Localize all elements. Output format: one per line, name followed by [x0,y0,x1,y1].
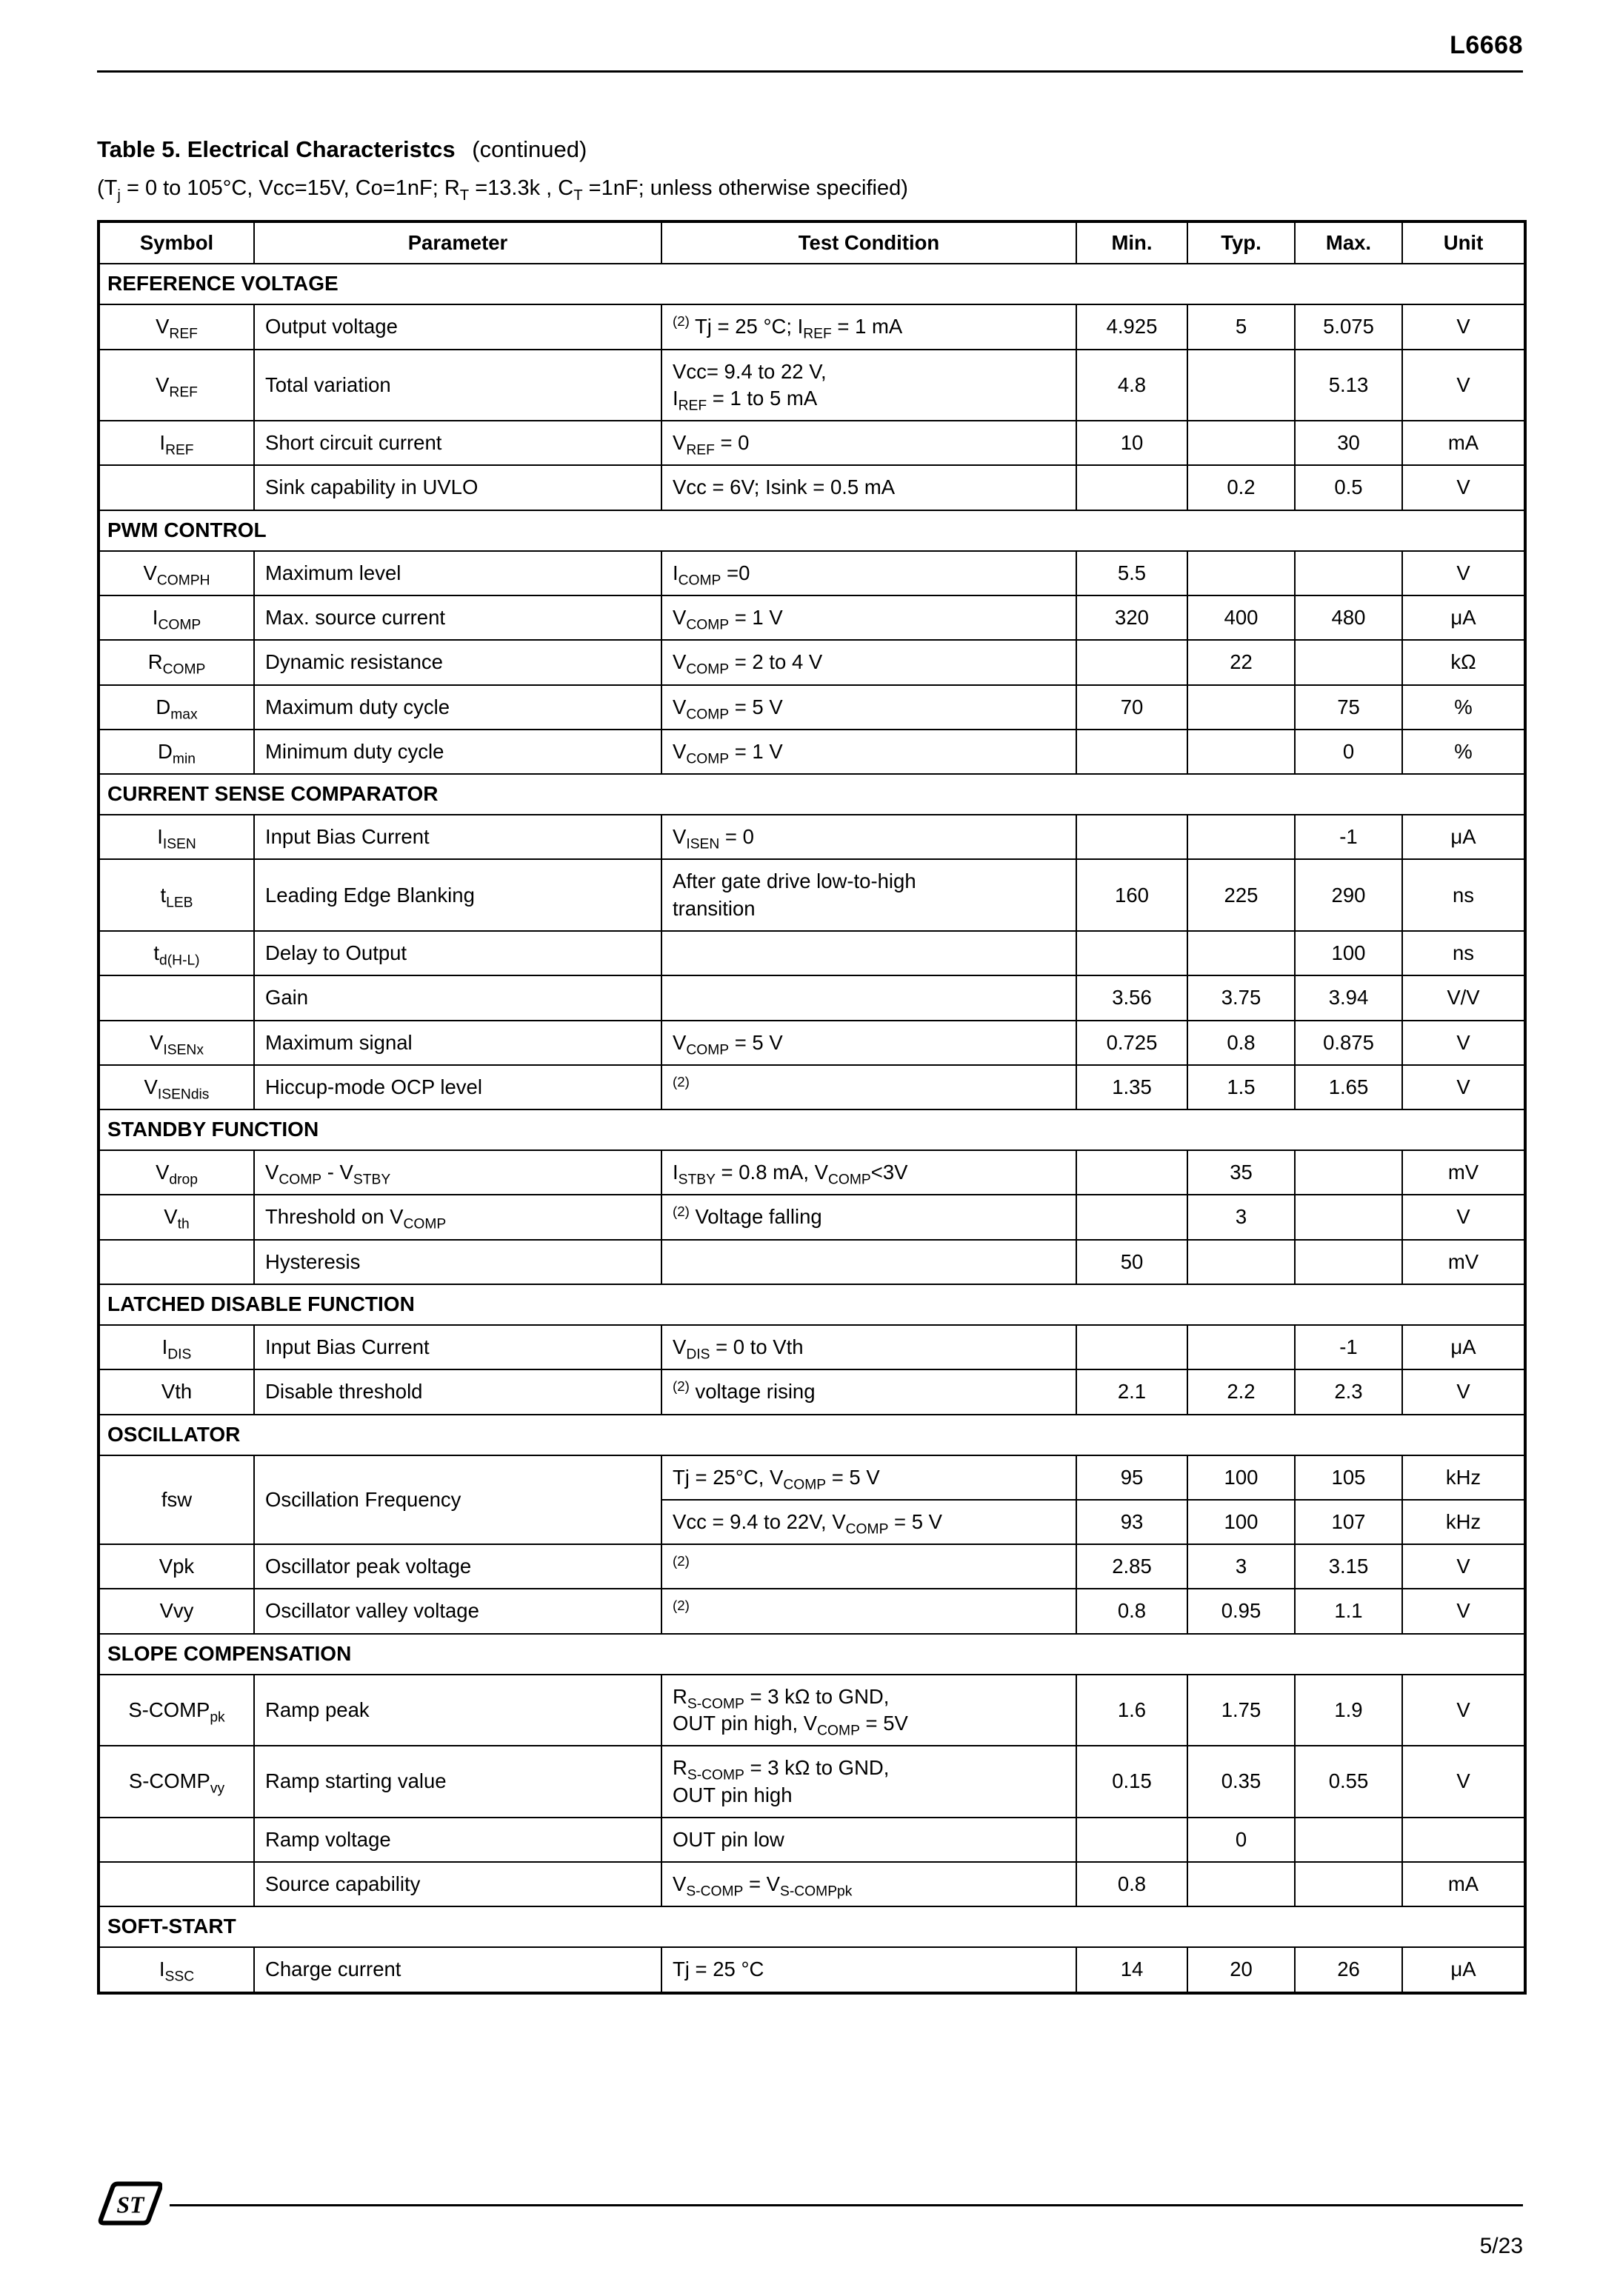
cell-symbol: $S-COMP_{vy}$ [99,1746,254,1818]
cell-unit: ns [1402,859,1525,931]
cell-condition: $V_{COMP} = 5$ V [661,1021,1076,1065]
section-title: STANDBY FUNCTION [99,1109,1525,1150]
cell-min: 95 [1076,1455,1187,1500]
cell-parameter: Delay to Output [254,931,661,975]
cell-condition: $R_{S-COMP} = 3$ kΩ to GND, OUT pin high [661,1746,1076,1818]
footer-rule [170,2204,1523,2206]
cell-typ [1187,421,1295,465]
table-row [99,1021,1525,1065]
table-row [99,730,1525,774]
table-row [99,1369,1525,1414]
cell-symbol: $V_{ISENx}$ [99,1021,254,1065]
cell-parameter: Minimum duty cycle [254,730,661,774]
cell-typ: 0.2 [1187,465,1295,510]
cell-condition: Vcc= 9.4 to 22 V, $I_{REF} = 1$ to 5 mA [661,350,1076,421]
table-title [97,136,1523,163]
cell-max: 1.1 [1295,1589,1402,1633]
cell-min: 0.725 [1076,1021,1187,1065]
table-row [99,1065,1525,1109]
cell-min: 1.35 [1076,1065,1187,1109]
cell-max: 1.9 [1295,1675,1402,1746]
cell-max: 3.94 [1295,975,1402,1020]
table-row [99,595,1525,640]
cell-parameter: Input Bias Current [254,815,661,859]
cell-min: 2.1 [1076,1369,1187,1414]
document-id: L6668 [1450,31,1523,59]
table-row [99,1455,1525,1500]
cell-typ [1187,730,1295,774]
table-row [99,815,1525,859]
cell-min: 160 [1076,859,1187,931]
cell-parameter: Source capability [254,1862,661,1906]
cell-condition: $^{(2)}$ Voltage falling [661,1195,1076,1239]
cell-symbol: $I_{DIS}$ [99,1325,254,1369]
cell-symbol: $D_{max}$ [99,685,254,730]
cell-condition [661,975,1076,1020]
cell-min: 4.8 [1076,350,1187,421]
cell-parameter: Ramp peak [254,1675,661,1746]
cell-min: 1.6 [1076,1675,1187,1746]
cell-min: 0.8 [1076,1862,1187,1906]
cell-parameter: Charge current [254,1947,661,1992]
cell-min: 0.15 [1076,1746,1187,1818]
cell-parameter: $V_{COMP} - V_{STBY}$ [254,1150,661,1195]
cell-typ: 3 [1187,1195,1295,1239]
cell-symbol: fsw [99,1455,254,1545]
cell-min [1076,815,1187,859]
cell-unit: μA [1402,595,1525,640]
cell-unit: V/V [1402,975,1525,1020]
table-title-continued: (continued) [472,136,587,162]
cell-unit: V [1402,551,1525,595]
section-header-soft-start [99,1906,1525,1947]
cell-symbol [99,1862,254,1906]
cell-parameter: Maximum signal [254,1021,661,1065]
cell-min [1076,1195,1187,1239]
cell-condition: $V_{S-COMP} = V_{S-COMPpk}$ [661,1862,1076,1906]
table-row [99,465,1525,510]
cell-max [1295,1240,1402,1284]
cell-symbol: Vth [99,1369,254,1414]
table-row [99,640,1525,684]
cell-symbol: $V_{REF}$ [99,304,254,349]
cell-min: 0.8 [1076,1589,1187,1633]
cell-unit: mV [1402,1240,1525,1284]
table-row [99,1240,1525,1284]
cell-parameter: Input Bias Current [254,1325,661,1369]
column-header-typ: Typ. [1187,221,1295,264]
cell-typ: 0.35 [1187,1746,1295,1818]
cell-parameter: Gain [254,975,661,1020]
cell-symbol: Vvy [99,1589,254,1633]
table-row [99,685,1525,730]
characteristics-table-body [99,264,1525,1992]
cell-symbol [99,465,254,510]
page-header [97,31,1523,73]
cell-typ: 400 [1187,595,1295,640]
cell-parameter: Dynamic resistance [254,640,661,684]
table-row [99,421,1525,465]
cell-min: 10 [1076,421,1187,465]
cell-typ: 3.75 [1187,975,1295,1020]
cell-parameter: Hiccup-mode OCP level [254,1065,661,1109]
cell-max: -1 [1295,1325,1402,1369]
cell-min [1076,640,1187,684]
cell-min: 3.56 [1076,975,1187,1020]
st-logo-text: ST [116,2192,144,2218]
cell-min [1076,730,1187,774]
cell-unit: μA [1402,1325,1525,1369]
cell-parameter: Output voltage [254,304,661,349]
cell-typ: 0.95 [1187,1589,1295,1633]
page-content [97,73,1523,1995]
cell-typ: 1.75 [1187,1675,1295,1746]
section-title: SLOPE COMPENSATION [99,1634,1525,1675]
cell-condition: Tj = 25 °C [661,1947,1076,1992]
cell-typ: 100 [1187,1455,1295,1500]
cell-symbol [99,1818,254,1862]
cell-parameter: Oscillation Frequency [254,1455,661,1545]
cell-max: 75 [1295,685,1402,730]
cell-symbol: $R_{COMP}$ [99,640,254,684]
cell-symbol [99,975,254,1020]
cell-unit: mA [1402,421,1525,465]
cell-max [1295,1150,1402,1195]
cell-symbol: $I_{SSC}$ [99,1947,254,1992]
cell-max: 26 [1295,1947,1402,1992]
table-row [99,975,1525,1020]
cell-unit: mA [1402,1862,1525,1906]
cell-condition: $^{(2)}$ voltage rising [661,1369,1076,1414]
cell-min [1076,931,1187,975]
cell-unit: % [1402,685,1525,730]
cell-parameter: Threshold on $V_{COMP}$ [254,1195,661,1239]
cell-typ: 0 [1187,1818,1295,1862]
cell-typ [1187,815,1295,859]
cell-typ: 0.8 [1187,1021,1295,1065]
cell-symbol: $I_{REF}$ [99,421,254,465]
cell-condition: OUT pin low [661,1818,1076,1862]
cell-unit: V [1402,1746,1525,1818]
cell-parameter: Short circuit current [254,421,661,465]
table-row [99,1544,1525,1589]
cell-condition [661,1240,1076,1284]
cell-max: 105 [1295,1455,1402,1500]
cell-symbol: $I_{ISEN}$ [99,815,254,859]
cell-condition: $^{(2)}$ Tj = 25 °C; $I_{REF} = 1$ mA [661,304,1076,349]
cell-condition: $V_{REF} = 0$ [661,421,1076,465]
cell-unit: V [1402,1544,1525,1589]
section-title: LATCHED DISABLE FUNCTION [99,1284,1525,1325]
cell-min: 2.85 [1076,1544,1187,1589]
cell-parameter: Disable threshold [254,1369,661,1414]
cell-max [1295,640,1402,684]
cell-unit: V [1402,1021,1525,1065]
cell-max: 0.55 [1295,1746,1402,1818]
cell-condition: (2) [661,1544,1076,1589]
column-header-unit: Unit [1402,221,1525,264]
cell-typ: 35 [1187,1150,1295,1195]
cell-typ [1187,551,1295,595]
st-logo-icon [97,2180,162,2226]
column-header-max: Max. [1295,221,1402,264]
cell-symbol: $S-COMP_{pk}$ [99,1675,254,1746]
column-header-test-condition: Test Condition [661,221,1076,264]
table-row [99,1746,1525,1818]
cell-condition: (2) [661,1589,1076,1633]
cell-symbol: $t_{LEB}$ [99,859,254,931]
cell-min [1076,1818,1187,1862]
cell-condition: Tj = 25°C, $V_{COMP} = 5$ V [661,1455,1076,1500]
cell-min [1076,1325,1187,1369]
column-header-parameter: Parameter [254,221,661,264]
cell-typ: 1.5 [1187,1065,1295,1109]
cell-typ [1187,350,1295,421]
cell-typ: 20 [1187,1947,1295,1992]
cell-unit: kHz [1402,1500,1525,1544]
cell-condition: $V_{COMP} = 5$ V [661,685,1076,730]
electrical-characteristics-table [97,220,1527,1995]
cell-max: 480 [1295,595,1402,640]
cell-symbol: $I_{COMP}$ [99,595,254,640]
table-row [99,1325,1525,1369]
cell-condition: (2) [661,1065,1076,1109]
cell-max [1295,1818,1402,1862]
cell-unit: μA [1402,1947,1525,1992]
table-row [99,551,1525,595]
section-title: OSCILLATOR [99,1415,1525,1455]
cell-typ [1187,1325,1295,1369]
cell-condition: $V_{COMP} = 1$ V [661,730,1076,774]
table-test-conditions: ($T_j = 0$ to 105°C, Vcc=15V, Co=1nF; $R_T =13.3k$ , $C_T =1nF$; unless otherwise specified) [97,176,908,204]
section-header-pwm-control [99,510,1525,551]
table-row [99,350,1525,421]
cell-max: 0 [1295,730,1402,774]
cell-min [1076,1150,1187,1195]
cell-typ: 22 [1187,640,1295,684]
cell-min: 5.5 [1076,551,1187,595]
cell-parameter: Total variation [254,350,661,421]
cell-max: 290 [1295,859,1402,931]
cell-max [1295,1195,1402,1239]
cell-min: 14 [1076,1947,1187,1992]
cell-max: 1.65 [1295,1065,1402,1109]
cell-condition: $V_{ISEN} = 0$ [661,815,1076,859]
table-row [99,1818,1525,1862]
column-header-min: Min. [1076,221,1187,264]
cell-symbol: $V_{drop}$ [99,1150,254,1195]
cell-typ [1187,685,1295,730]
cell-condition: $V_{DIS} = 0$ to Vth [661,1325,1076,1369]
section-header-current-sense-comparator [99,774,1525,815]
cell-unit: % [1402,730,1525,774]
cell-parameter: Leading Edge Blanking [254,859,661,931]
cell-condition: Vcc = 9.4 to 22V, $V_{COMP} = 5$ V [661,1500,1076,1544]
column-header-symbol: Symbol [99,221,254,264]
cell-min [1076,465,1187,510]
cell-parameter: Sink capability in UVLO [254,465,661,510]
cell-parameter: Oscillator peak voltage [254,1544,661,1589]
cell-unit: V [1402,465,1525,510]
section-title: REFERENCE VOLTAGE [99,264,1525,304]
cell-parameter: Maximum duty cycle [254,685,661,730]
cell-unit: μA [1402,815,1525,859]
section-header-slope-compensation [99,1634,1525,1675]
cell-typ: 5 [1187,304,1295,349]
cell-parameter: Ramp starting value [254,1746,661,1818]
cell-max: 107 [1295,1500,1402,1544]
cell-typ [1187,1862,1295,1906]
cell-max: -1 [1295,815,1402,859]
cell-max: 0.875 [1295,1021,1402,1065]
cell-unit: V [1402,1195,1525,1239]
cell-condition: $V_{COMP} = 2$ to 4 V [661,640,1076,684]
cell-parameter: Maximum level [254,551,661,595]
cell-symbol: $V_{ISENdis}$ [99,1065,254,1109]
cell-unit: V [1402,1369,1525,1414]
cell-max [1295,551,1402,595]
cell-condition: $I_{COMP} =0$ [661,551,1076,595]
cell-symbol: Vpk [99,1544,254,1589]
table-head [99,221,1525,264]
table-row [99,1947,1525,1992]
cell-max: 0.5 [1295,465,1402,510]
cell-max [1295,1862,1402,1906]
table-row [99,859,1525,931]
cell-max: 3.15 [1295,1544,1402,1589]
cell-min: 70 [1076,685,1187,730]
table-row [99,1675,1525,1746]
cell-parameter: Oscillator valley voltage [254,1589,661,1633]
cell-unit: mV [1402,1150,1525,1195]
cell-typ: 3 [1187,1544,1295,1589]
cell-unit [1402,1818,1525,1862]
section-header-oscillator [99,1415,1525,1455]
cell-max: 2.3 [1295,1369,1402,1414]
table-row [99,1862,1525,1906]
cell-typ: 225 [1187,859,1295,931]
cell-min: 93 [1076,1500,1187,1544]
cell-unit: V [1402,1065,1525,1109]
cell-condition: $I_{STBY} = 0.8$ mA, $V_{COMP}<3V$ [661,1150,1076,1195]
cell-unit: kΩ [1402,640,1525,684]
cell-condition: After gate drive low-to-high transition [661,859,1076,931]
table-title-text: Table 5. Electrical Characteristcs [97,136,456,162]
table-row [99,1150,1525,1195]
cell-condition [661,931,1076,975]
cell-symbol: $D_{min}$ [99,730,254,774]
table-row [99,304,1525,349]
page-footer [97,2180,1523,2259]
cell-symbol: $t_{d(H-L)}$ [99,931,254,975]
cell-unit: V [1402,304,1525,349]
section-title: CURRENT SENSE COMPARATOR [99,774,1525,815]
cell-min: 320 [1076,595,1187,640]
cell-typ: 2.2 [1187,1369,1295,1414]
cell-parameter: Ramp voltage [254,1818,661,1862]
cell-typ: 100 [1187,1500,1295,1544]
cell-min: 4.925 [1076,304,1187,349]
cell-symbol [99,1240,254,1284]
cell-unit: kHz [1402,1455,1525,1500]
cell-symbol: $V_{COMPH}$ [99,551,254,595]
cell-symbol: $V_{REF}$ [99,350,254,421]
cell-unit: V [1402,350,1525,421]
cell-max: 100 [1295,931,1402,975]
cell-max: 5.13 [1295,350,1402,421]
cell-parameter: Hysteresis [254,1240,661,1284]
cell-unit: ns [1402,931,1525,975]
section-header-latched-disable-function [99,1284,1525,1325]
cell-max: 5.075 [1295,304,1402,349]
footer-rule-row [97,2180,1523,2226]
cell-symbol: $V_{th}$ [99,1195,254,1239]
cell-typ [1187,1240,1295,1284]
table-row [99,1589,1525,1633]
cell-unit: V [1402,1675,1525,1746]
section-header-standby-function [99,1109,1525,1150]
section-header-reference-voltage [99,264,1525,304]
section-title: SOFT-START [99,1906,1525,1947]
cell-max: 30 [1295,421,1402,465]
cell-condition: Vcc = 6V; Isink = 0.5 mA [661,465,1076,510]
cell-min: 50 [1076,1240,1187,1284]
cell-condition: $V_{COMP} = 1$ V [661,595,1076,640]
cell-unit: V [1402,1589,1525,1633]
table-header-row [99,221,1525,264]
cell-parameter: Max. source current [254,595,661,640]
cell-typ [1187,931,1295,975]
cell-condition: $R_{S-COMP} = 3$ kΩ to GND, OUT pin high, $V_{COMP} = 5V$ [661,1675,1076,1746]
section-title: PWM CONTROL [99,510,1525,551]
page-number: 5/23 [1479,2234,1523,2258]
table-row [99,931,1525,975]
table-row [99,1195,1525,1239]
